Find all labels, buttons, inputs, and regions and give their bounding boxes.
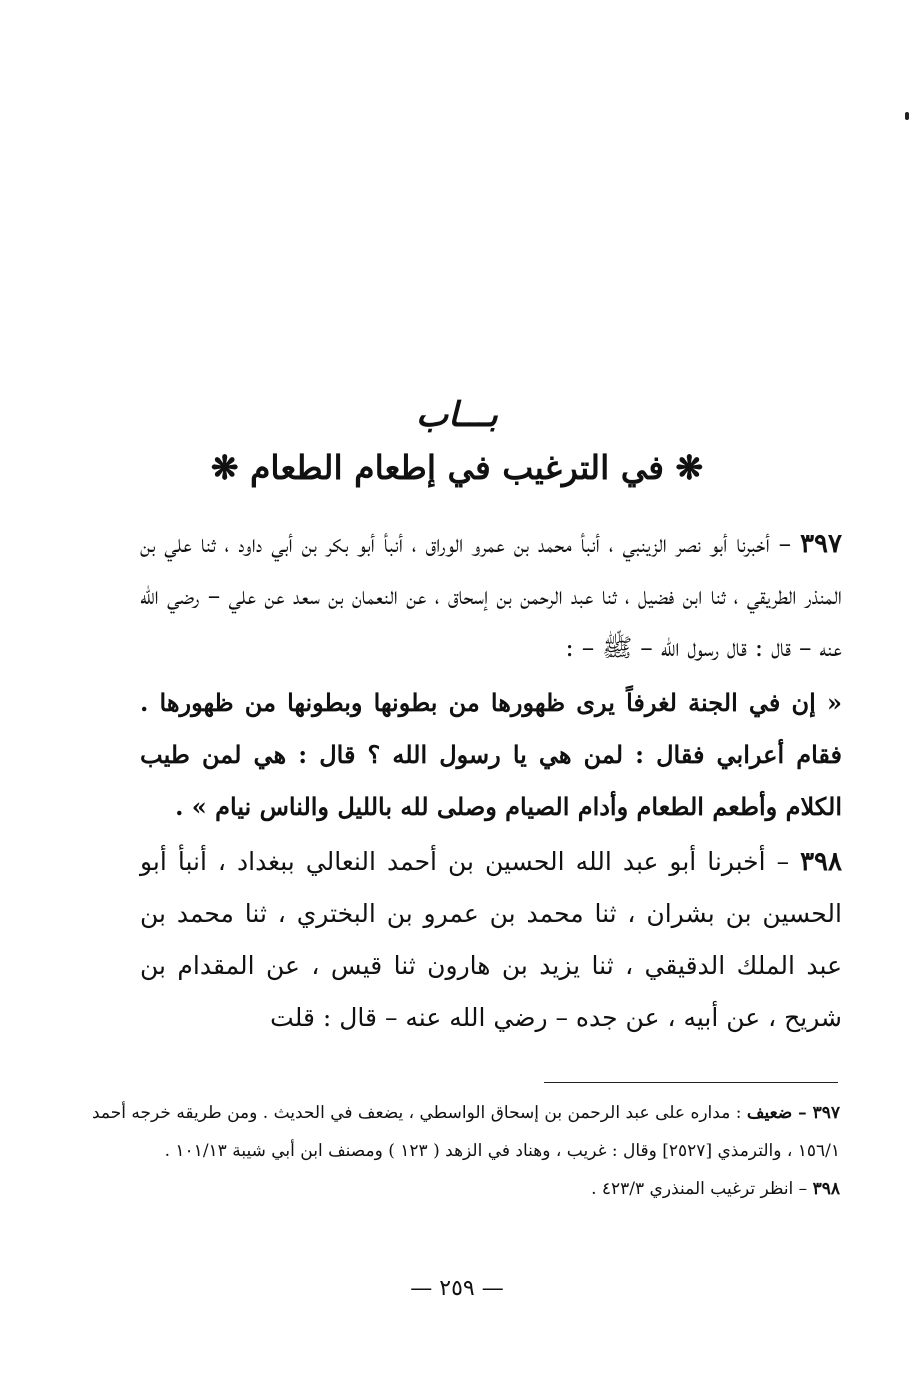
- footnotes: [92, 1094, 840, 1208]
- isnad-text: – أخبرنا أبو عبد الله الحسين بن أحمد النعالي ببغداد ، أنبأ أبو الحسين بن بشران ، ثنا محمد بن عمرو بن البختري ، ثنا محمد بن عبد الملك الدقيقي ، ثنا يزيد بن هارون ثنا قيس ، عن المقدام بن شريح ، عن أبيه ، عن جده – رضي الله عنه – قال : قلت: [140, 847, 842, 1032]
- footnote-text: : مداره على عبد الرحمن بن إسحاق الواسطي ، يضعف في الحديث . ومن طريقه خرجه أحمد ١٥٦/١ ، والترمذي [٢٥٢٧] وقال : غريب ، وهناد في الزهد ( ١٢٣ ) ومصنف ابن أبي شيبة ١٠١/١٣ .: [92, 1103, 840, 1161]
- hadith-number: ٣٩٨: [800, 847, 842, 877]
- footnote-398: [92, 1170, 840, 1208]
- chapter-heading: بـــاب: [416, 395, 498, 435]
- hadith-397-isnad: [140, 518, 842, 674]
- footnote-text: – انظر ترغيب المنذري ٤٢٣/٣ .: [591, 1179, 813, 1199]
- footnote-divider: [544, 1082, 838, 1083]
- margin-mark: [905, 112, 909, 120]
- footnote-grade: – ضعيف: [746, 1103, 813, 1123]
- hadith-number: ٣٩٧: [800, 529, 842, 559]
- footnote-397: [92, 1094, 840, 1170]
- chapter-title: ❋ في الترغيب في إطعام الطعام ❋: [210, 448, 704, 487]
- hadith-398-isnad: [140, 836, 842, 1044]
- isnad-text: – أخبرنا أبو نصر الزينبي ، أنبأ محمد بن عمرو الوراق ، أنبأ أبو بكر بن أبي داود ، ثنا علي بن المنذر الطريقي ، ثنا ابن فضيل ، ثنا عبد الرحمن بن إسحاق ، عن النعمان بن سعد عن علي – رضي الله عنه – قال : قال رسول الله – ﷺ – :: [140, 529, 842, 662]
- main-text: [140, 518, 842, 1047]
- hadith-397-matn: « إن في الجنة لغرفاً يرى ظهورها من بطونها وبطونها من ظهورها . فقام أعرابي فقال : لمن هي يا رسول الله ؟ قال : هي لمن طيب الكلام وأطعم الطعام وأدام الصيام وصلى لله بالليل والناس نيام » .: [140, 688, 842, 821]
- footnote-number: ٣٩٧: [812, 1103, 841, 1123]
- footnote-number: ٣٩٨: [812, 1179, 840, 1199]
- page-number: — ٢٥٩ —: [410, 1276, 504, 1301]
